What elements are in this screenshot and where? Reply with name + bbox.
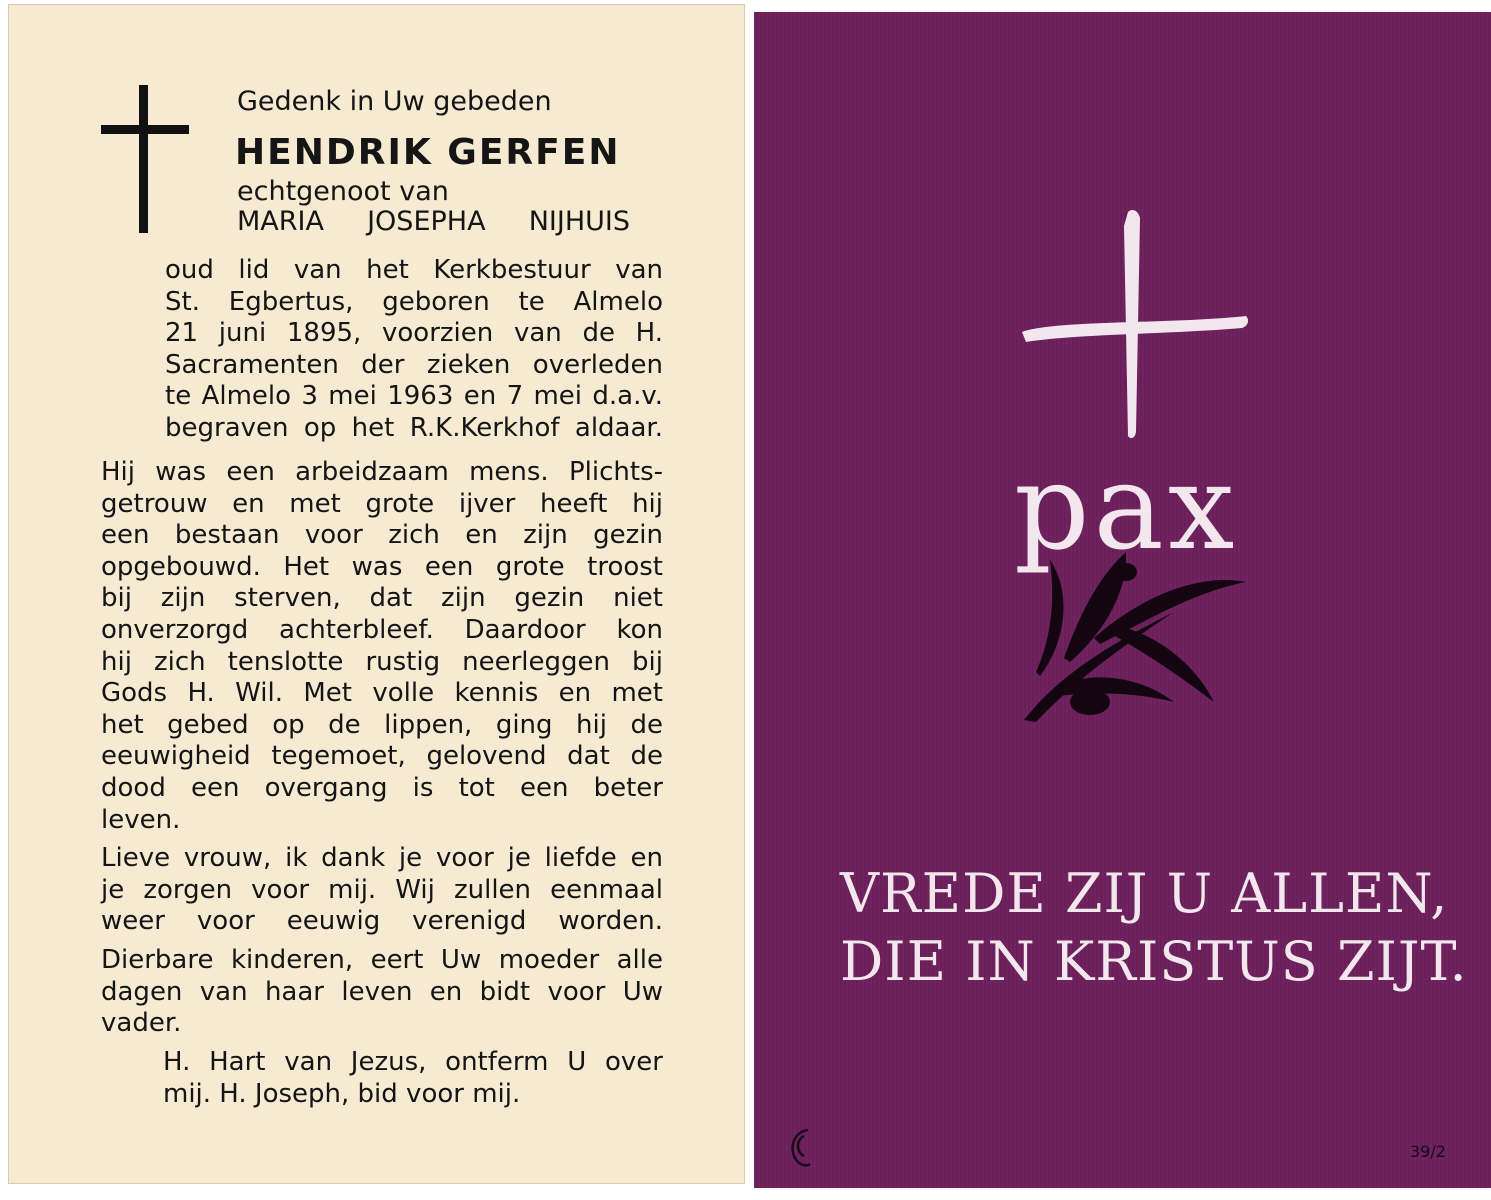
- pax-word: pax: [1014, 438, 1239, 576]
- text-line: je zorgen voor mij. Wij zullen eenmaal: [101, 874, 663, 905]
- text-line: een bestaan voor zich en zijn gezin: [101, 520, 663, 551]
- olive-branch-icon: [1024, 552, 1246, 722]
- text-line: Hij was een arbeidzaam mens. Plichts-: [101, 457, 663, 487]
- text-line: Dierbare kinderen, eert Uw moeder alle: [101, 945, 663, 975]
- text-line: begraven op het R.K.Kerkhof aldaar.: [165, 412, 663, 443]
- motto-line: DIE IN KRISTUS ZIJT.: [840, 930, 1468, 993]
- motto: [840, 860, 1468, 996]
- text-line: Gods H. Wil. Met volle kennis en met: [101, 678, 663, 709]
- text-line: vader.: [101, 1008, 182, 1039]
- text-line: Sacramenten der zieken overleden: [165, 349, 663, 380]
- text-line: onverzorgd achterbleef. Daardoor kon: [101, 614, 663, 645]
- text-line: St. Egbertus, geboren te Almelo: [165, 286, 663, 317]
- text-line: het gebed op de lippen, ging hij de: [101, 709, 663, 740]
- text-line: mij. H. Joseph, bid voor mij.: [163, 1078, 521, 1109]
- text-line: hij zich tenslotte rustig neerleggen bij: [101, 646, 663, 677]
- wife-paragraph: [101, 843, 663, 938]
- text-line: te Almelo 3 mei 1963 en 7 mei d.a.v.: [165, 381, 663, 412]
- text-line: Lieve vrouw, ik dank je voor je liefde en: [101, 843, 663, 873]
- text-line: weer voor eeuwig verenigd worden.: [101, 906, 663, 937]
- text-line: opgebouwd. Het was een grote troost: [101, 551, 663, 582]
- deceased-name: HENDRIK GERFEN: [235, 132, 621, 173]
- text-line: dood een overgang is tot een beter: [101, 772, 663, 803]
- intro-line: Gedenk in Uw gebeden: [237, 86, 552, 117]
- text-line: bij zijn sterven, dat zijn gezin niet: [101, 583, 663, 614]
- text-line: eeuwigheid tegemoet, gelovend dat de: [101, 741, 663, 772]
- print-number: 39/2: [1410, 1142, 1446, 1161]
- life-paragraph: [101, 457, 663, 836]
- closing-prayer: [163, 1047, 663, 1110]
- text-line: 21 juni 1895, voorzien van de H.: [165, 318, 663, 349]
- latin-cross-icon: [1022, 210, 1248, 438]
- cross-icon: [101, 85, 189, 233]
- motto-line: VREDE ZIJ U ALLEN,: [840, 862, 1449, 925]
- text-line: oud lid van het Kerkbestuur van: [165, 255, 663, 285]
- text-line: H. Hart van Jezus, ontferm U over: [163, 1047, 663, 1077]
- spouse-label: echtgenoot van: [237, 176, 449, 207]
- text-line: dagen van haar leven en bidt voor Uw: [101, 976, 663, 1007]
- children-paragraph: [101, 945, 663, 1040]
- memorial-card-text-side: [8, 4, 745, 1184]
- text-line: getrouw en met grote ijver heeft hij: [101, 488, 663, 519]
- spouse-name: MARIA JOSEPHA NIJHUIS: [237, 206, 630, 237]
- card-artwork: [754, 12, 1491, 1188]
- biography-paragraph: [165, 255, 663, 445]
- copyright-mark-icon: [793, 1130, 810, 1165]
- memorial-card-image-side: [754, 12, 1491, 1188]
- text-line: leven.: [101, 804, 181, 835]
